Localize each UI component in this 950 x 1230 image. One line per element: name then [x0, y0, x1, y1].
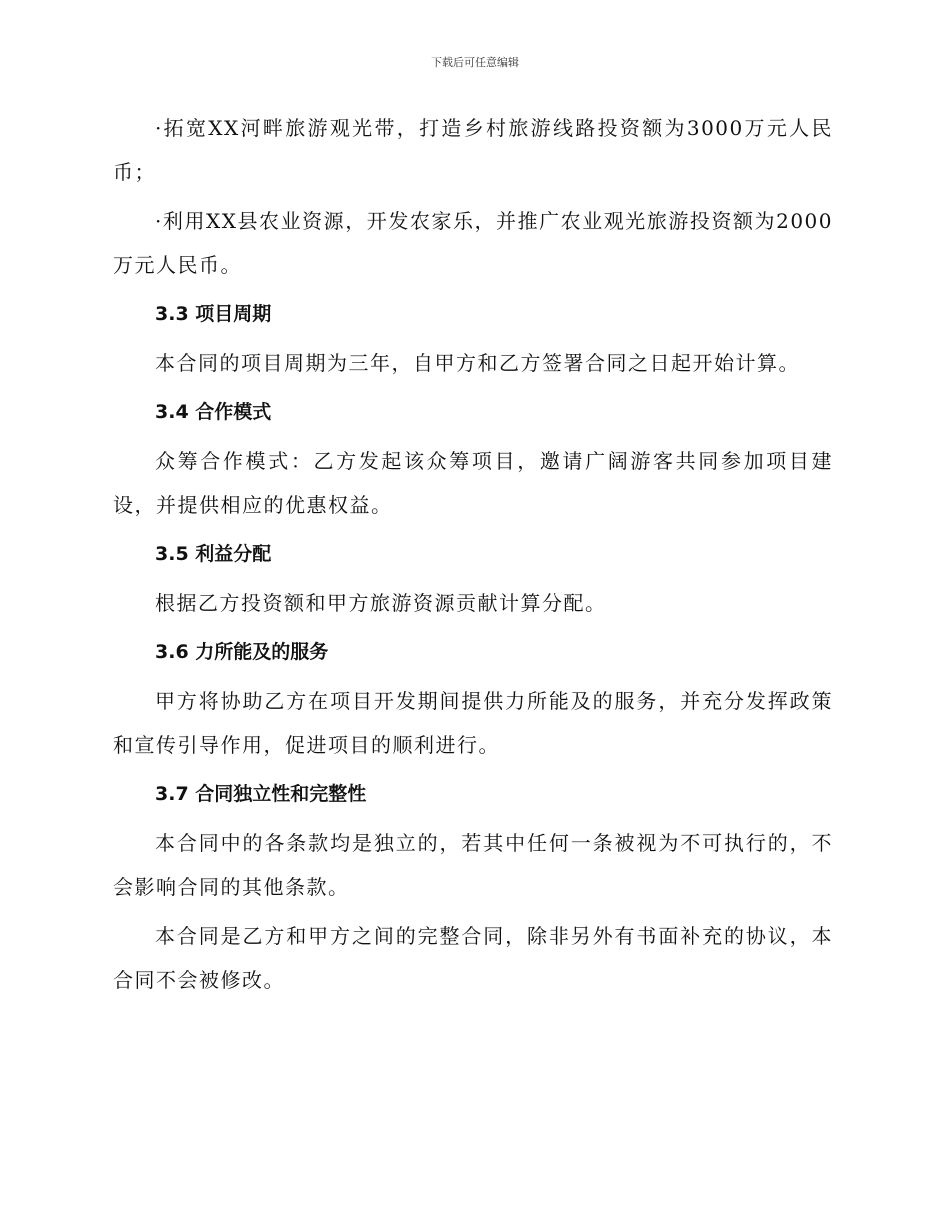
paragraph: 本合同的项目周期为三年，自甲方和乙方签署合同之日起开始计算。	[155, 351, 800, 375]
section-heading: 3.3 项目周期	[155, 303, 272, 325]
paragraph: 根据乙方投资额和甲方旅游资源贡献计算分配。	[155, 591, 607, 615]
page-header: 下载后可任意编辑	[431, 56, 519, 69]
section-heading: 3.5 利益分配	[155, 543, 272, 565]
paragraph: 本合同中的各条款均是独立的，若其中任何一条被视为不可执行的，不会影响合同的其他条款。	[113, 831, 833, 899]
section-heading: 3.7 合同独立性和完整性	[155, 783, 367, 805]
paragraph: 甲方将协助乙方在项目开发期间提供力所能及的服务，并充分发挥政策和宣传引导作用，促进项目的顺利进行。	[113, 689, 833, 757]
paragraph: 众筹合作模式：乙方发起该众筹项目，邀请广阔游客共同参加项目建设，并提供相应的优惠权益。	[113, 449, 833, 517]
section-heading: 3.6 力所能及的服务	[155, 641, 329, 663]
bullet-paragraph: ·拓宽XX河畔旅游观光带，打造乡村旅游线路投资额为3000万元人民币；	[113, 116, 833, 184]
paragraph: 本合同是乙方和甲方之间的完整合同，除非另外有书面补充的协议，本合同不会被修改。	[113, 924, 833, 992]
document-body	[113, 106, 833, 1007]
bullet-paragraph: ·利用XX县农业资源，开发农家乐，并推广农业观光旅游投资额为2000万元人民币。	[113, 209, 833, 277]
section-heading: 3.4 合作模式	[155, 401, 272, 423]
